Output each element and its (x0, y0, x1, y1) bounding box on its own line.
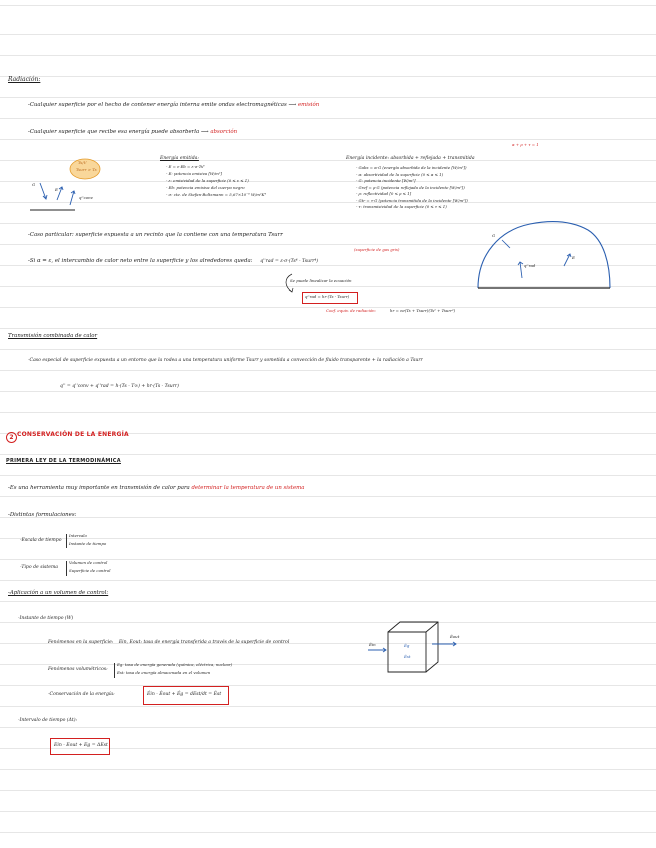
section-number: 2 (9, 433, 14, 441)
dome-arrow-g (502, 240, 510, 248)
enclosure-dome (478, 222, 610, 288)
combinada-text: -Caso especial de superficie expuesta a un entorno que la rodea a una temperatura uniforme Tsurr y sometida a convección de fluido transparente + la radiación a Tsurr (28, 358, 423, 363)
fen-sup-line (48, 640, 289, 645)
incidente-line: - τ: transmisividad de la superficie (0 ≤ τ ≤ 1) (356, 204, 447, 209)
cube-back (388, 622, 438, 672)
intervalo-formula: Ein - Eout + Eg = ΔEst (54, 743, 108, 748)
caso-particular-text: -Caso particular: superficie expuesta a un recinto que la contiene con una temperatura Tsurr (28, 232, 283, 238)
intervalo-label: -Intervalo de tiempo (Δt): (18, 718, 78, 723)
instante-label: -Instante de tiempo (W) (18, 616, 74, 621)
fen-sup-text: Ein, Eout: tasa de energía transferida a través de la superficie de control (118, 640, 290, 645)
fen-vol-label: Fenómenos volumétricos: (48, 667, 108, 672)
dome-label-g: G (492, 233, 496, 238)
tipo-label: -Tipo de sistema (20, 565, 59, 570)
sun-label-2: Tsurr > Ts (76, 167, 97, 172)
arrow-q (70, 191, 74, 205)
dome-label-q: q''rad (524, 263, 536, 268)
bullet-emision-red: emisión (297, 102, 320, 108)
label-e: E (55, 187, 58, 192)
fen-vol-brace (114, 663, 115, 678)
primera-ley-title: PRIMERA LEY DE LA TERMODINÁMICA (6, 458, 121, 464)
dome-arrow-q (520, 262, 522, 278)
cube-label-est: Ėst (404, 654, 411, 659)
incidente-title: Energía incidente: absorbida + reflejada + transmitida (346, 156, 475, 161)
section-title-conservacion: CONSERVACIÓN DE LA ENERGÍA (17, 431, 129, 438)
incidente-line: - α: absortividad de la superficie (0 ≤ α ≤ 1) (356, 171, 444, 177)
formulaciones-label: -Distintas formulaciones: (8, 512, 77, 518)
lineal-formula: q''rad = hr·(Ts - Tsurr) (305, 294, 350, 299)
section-number-circle (6, 432, 17, 443)
emitida-line: - E = ε·Eb = ε·σ·Ts⁴ (166, 164, 205, 169)
bullet-absorcion-text: -Cualquier superficie que recibe esa energía puede absorberla ⟶ (28, 129, 209, 135)
cube-label-eout: Ėout (450, 634, 460, 639)
incidente-line: - Gtr = τ·G (potencia transmitida de la incidente [W/m²]) (356, 197, 468, 203)
tipo-opt: Superficie de control (69, 568, 111, 573)
alpha-eq-sentence: -Si α = ε, el intercambio de calor neto entre la superficie y los alrededores queda: (28, 258, 253, 264)
dome-label-e: E (572, 255, 575, 260)
alpha-eq-formula: q''rad = ε·σ·(Ts⁴ - Tsurr⁴) (260, 259, 319, 264)
combinada-title: Transmisión combinada de calor (8, 333, 98, 339)
escala-opt: Instante de tiempo (69, 541, 107, 546)
incidente-line: - Gabs = α·G (energía absorbida de la incidente [W/m²]) (356, 165, 467, 170)
incidente-line: - Gref = ρ·G (potencia reflejada de la incidente [W/m²]) (356, 184, 465, 190)
emitida-line: - ε: emisividad de la superficie (0 ≤ ε ≤ 1) (166, 178, 249, 183)
alpha-eq-text (28, 258, 318, 264)
bullet-emision-text: -Cualquier superficie por el hecho de contener energía interna emite ondas electromagnéticas ⟶ (28, 102, 297, 108)
bullet-absorcion (28, 129, 237, 135)
conservacion-formula: Ėin - Ėout + Ėg = dEst/dt = Ėst (147, 692, 222, 697)
label-g: G (32, 182, 36, 187)
combinada-formula: q'' = q''conv + q''rad = h·(Ts - T∞) + hr·(Ts - Tsurr) (60, 384, 179, 389)
conservacion-label: -Conservación de la energía: (48, 692, 115, 697)
fen-vol-line: Eg: tasa de energía generada (química, eléctrica, nuclear) (117, 662, 233, 667)
intro-line (8, 485, 304, 491)
enclosure-sketch (470, 214, 620, 294)
cube-label-eg: Ėg (404, 643, 410, 648)
section-title-radiacion: Radiación: (8, 76, 41, 83)
bullet-absorcion-red: absorción (210, 129, 238, 135)
emitida-title: Energía emitida: (160, 156, 199, 161)
emitida-line: - Eb: potencia emisiva del cuerpo negro (166, 185, 245, 190)
tipo-brace (66, 561, 67, 576)
escala-label: -Escala de tiempo (20, 538, 62, 543)
emitida-line: - E: potencia emisiva [W/m²] (166, 171, 222, 176)
fen-vol-line: Est: tasa de energía almacenada en el volumen (117, 670, 211, 675)
bullet-emision (28, 102, 319, 108)
coef-text: Coef. equiv. de radiación: (326, 308, 376, 313)
surface-sketch (30, 155, 110, 215)
aplicacion-label: -Aplicación a un volumen de control: (8, 590, 109, 596)
control-volume-sketch (368, 618, 468, 688)
intro-text: -Es una herramienta muy importante en transmisión de calor para (8, 485, 190, 491)
escala-opt: Intervalo (69, 533, 87, 538)
label-qconv: q''conv (79, 195, 93, 200)
incidente-formula: α + ρ + τ = 1 (512, 142, 539, 147)
gas-gris-note: (superficie de gas gris) (354, 247, 400, 252)
coef-formula: hr = εσ(Ts + Tsurr)(Ts² + Tsurr²) (390, 308, 456, 313)
cube-front (388, 632, 426, 672)
intro-red: determinar la temperatura de un sistema (191, 485, 305, 491)
emitida-line: - σ: cte. de Stefan-Boltzmann = 5,67×10⁻⁸ W/m²K⁴ (166, 192, 266, 197)
cube-label-ein: Ėin (369, 642, 376, 647)
escala-brace (66, 534, 67, 548)
incidente-line: - G: potencia incidente [W/m²] (356, 178, 416, 183)
linealizar-text: Se puede linealizar la ecuación (290, 278, 352, 283)
sun-label-1: Ts/V (78, 160, 87, 165)
tipo-opt: Volumen de control (69, 560, 108, 565)
fen-sup-label: Fenómenos en la superficie: (48, 640, 114, 645)
incidente-line: - ρ: reflectividad [0 ≤ ρ ≤ 1] (356, 191, 412, 196)
